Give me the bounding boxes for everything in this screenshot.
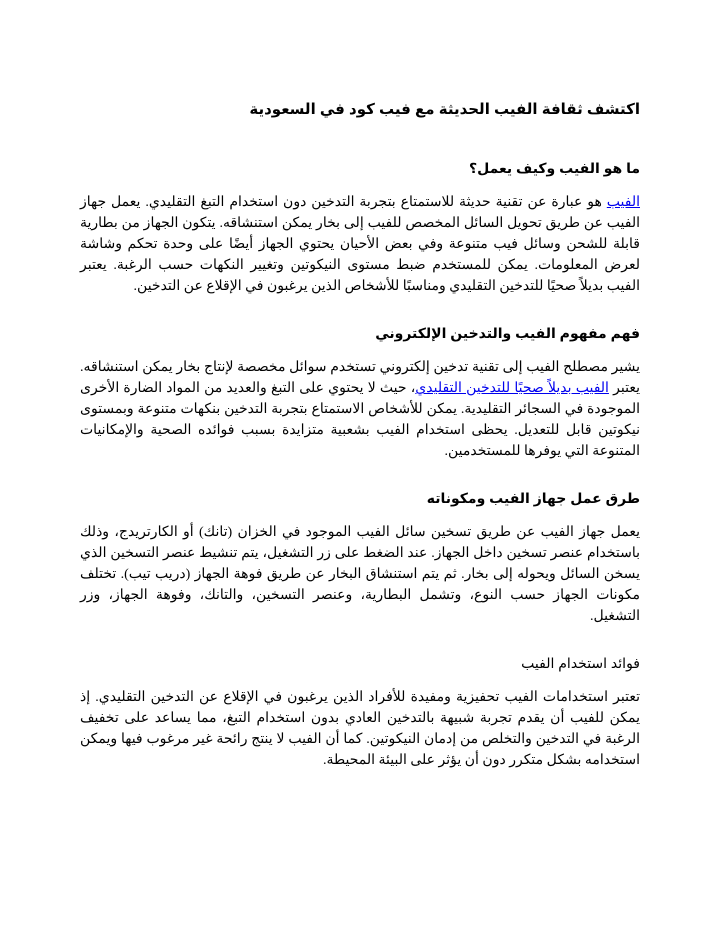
page-title: اكتشف ثقافة الفيب الحديثة مع فيب كود في السعودية xyxy=(249,101,640,118)
article xyxy=(80,100,640,797)
section-heading-how-it-works: طرق عمل جهاز الفيب ومكوناته xyxy=(426,490,640,506)
section-heading-benefits: فوائد استخدام الفيب xyxy=(521,655,640,671)
section-paragraph-benefits: تعتبر استخدامات الفيب تحفيزية ومفيدة للأفراد الذين يرغبون في الإقلاع عن التدخين التقليدي. إذ يمكن للفيب أن يقدم تجربة شبيهة بالتدخين العادي بدون استخدام التبغ، مما يساعد على تخفيف الرغبة في التدخين والتخلص من إدمان النيكوتين. كما أن الفيب لا ينتج رائحة غير مرغوب فيها ويمكن استخدامه بشكل متكرر دون أن يؤثر على البيئة المحيطة. xyxy=(80,690,640,768)
healthy-alternative-link[interactable]: الفيب بديلاً صحيًا للتدخين التقليدي xyxy=(415,381,609,396)
vape-link[interactable]: الفيب xyxy=(606,195,640,210)
section-heading-what-is-vape: ما هو الفيب وكيف يعمل؟ xyxy=(468,160,640,176)
section-paragraph-vape-concept xyxy=(80,357,640,462)
section-paragraph-what-is-vape xyxy=(80,192,640,297)
paragraph-text: هو عبارة عن تقنية حديثة للاستمتاع بتجربة التدخين دون استخدام التبغ التقليدي. يعمل جهاز الفيب عن طريق تحويل السائل المخصص للفيب إلى بخار يمكن استنشاقه. يتكون الجهاز من بطارية قابلة للشحن وسائل فيب متنوعة وفي بعض الأحيان يحتوي الجهاز أيضًا على وحدة تحكم وشاشة لعرض المعلومات. يمكن للمستخدم ضبط مستوى النيكوتين وتغيير النكهات حسب الرغبة. يعتبر الفيب بديلاً صحيًا للتدخين التقليدي ومناسبًا للأشخاص الذين يرغبون في الإقلاع عن التدخين. xyxy=(80,195,640,294)
paragraph-text: يشير مصطلح الفيب إلى تقنية تدخين إلكتروني تستخدم سوائل مخصصة لإنتاج بخار يمكن استنشاقه. يعتبر xyxy=(80,360,640,396)
section-paragraph-how-it-works: يعمل جهاز الفيب عن طريق تسخين سائل الفيب الموجود في الخزان (تانك) أو الكارتريدج، وذلك باستخدام عنصر تسخين داخل الجهاز. عند الضغط على زر التشغيل، يتم تنشيط عنصر التسخين الذي يسخن السائل ويحوله إلى بخار. ثم يتم استنشاق البخار عن طريق فوهة الجهاز (دريب تيب). تختلف مكونات الجهاز حسب النوع، وتشمل البطارية، وعنصر التسخين، والتانك، وفوهة الجهاز، وزر التشغيل. xyxy=(80,525,640,624)
section-heading-vape-concept: فهم مفهوم الفيب والتدخين الإلكتروني xyxy=(375,325,640,341)
paragraph-text: ، حيث لا يحتوي على التبغ والعديد من المواد الضارة الأخرى الموجودة في السجائر التقليدية. يمكن للأشخاص الاستمتاع بتجربة التدخين بنكهات متنوعة وبمستوى نيكوتين قابل للتعديل. يحظى استخدام الفيب بشعبية متزايدة بسبب فوائده الصحية والإمكانيات المتنوعة التي يوفرها للمستخدمين. xyxy=(80,381,640,459)
